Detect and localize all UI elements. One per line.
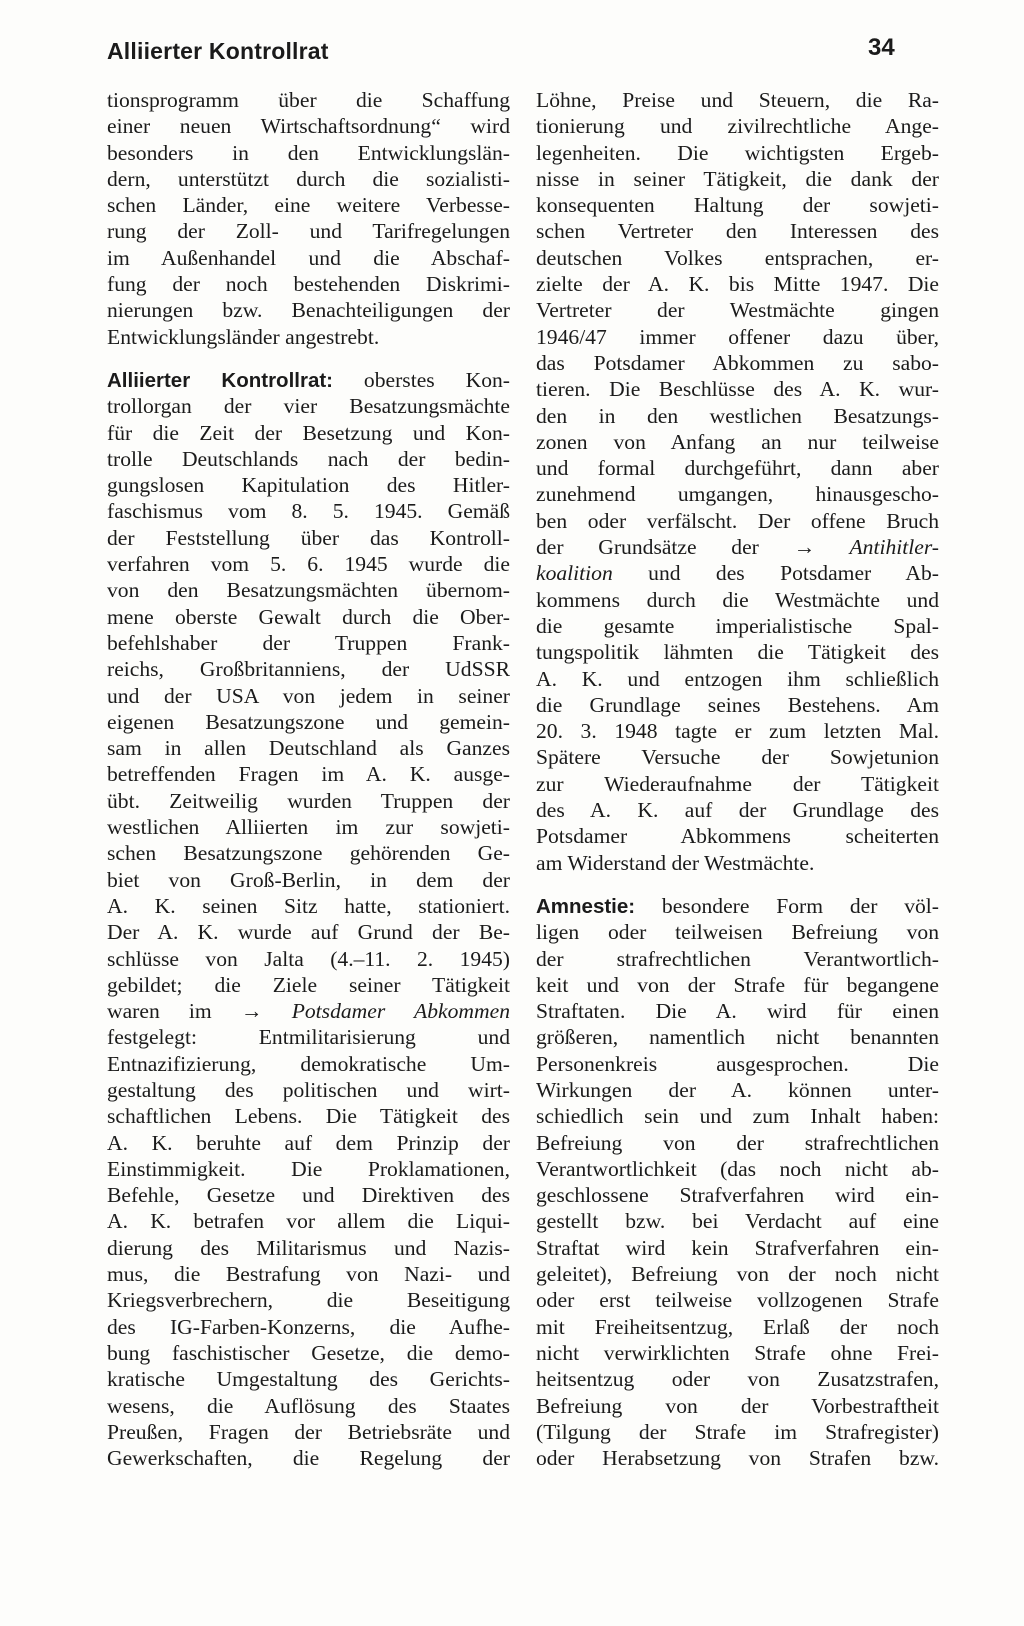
entry-headword: Amnestie: <box>536 894 636 918</box>
text-line: westlichen Alliierten im zur sowjeti- <box>107 815 510 840</box>
text-line: bung faschistischer Gesetze, die demo- <box>107 1340 510 1365</box>
text-line: dern, unterstützt durch die sozialisti- <box>107 166 510 191</box>
text-line: trollorgan der vier Besatzungsmächte <box>107 394 510 419</box>
page-number: 34 <box>868 34 895 61</box>
cross-reference-potsdamer-abkommen[interactable]: Potsdamer Abkommen <box>262 999 510 1024</box>
text-line: oder Herabsetzung von Strafen bzw. <box>536 1446 939 1471</box>
text-line: A. K. beruhte auf dem Prinzip der <box>107 1130 510 1155</box>
text-line: fung der noch bestehenden Diskrimi- <box>107 272 510 297</box>
text-line: faschismus vom 8. 5. 1945. Gemäß <box>107 499 510 524</box>
intro-paragraph <box>107 87 510 350</box>
entry-first-line <box>536 893 939 919</box>
text-line: 20. 3. 1948 tagte er zum letzten Mal. <box>536 719 939 744</box>
text-line: Entwicklungsländer angestrebt. <box>107 324 380 349</box>
text-line: reichs, Großbritanniens, der UdSSR <box>107 657 510 682</box>
text-line: am Widerstand der Westmächte. <box>536 850 815 875</box>
text-line: Vertreter der Westmächte gingen <box>536 298 939 323</box>
text-line: für die Zeit der Besetzung und Kon- <box>107 420 510 445</box>
text-line: 1946/47 immer offener dazu über, <box>536 324 939 349</box>
text-line: das Potsdamer Abkommen zu sabo- <box>536 350 939 375</box>
text-line: sam in allen Deutschland als Ganzes <box>107 736 510 761</box>
text-line: rung der Zoll- und Tarifregelungen <box>107 219 510 244</box>
text-line: konsequenten Haltung der sowjeti- <box>536 193 939 218</box>
text-line: deutschen Volkes entsprachen, er- <box>536 245 939 270</box>
text-line: schlüsse von Jalta (4.–11. 2. 1945) <box>107 946 510 971</box>
entry-alliierter-kontrollrat <box>107 367 510 1471</box>
text-line: tionierung und zivilrechtliche Ange- <box>536 114 939 139</box>
xref-trail-text: und des Potsdamer Ab- <box>612 561 939 586</box>
text-line: A. K. betrafen vor allem die Liqui- <box>107 1209 510 1234</box>
text-line: gestaltung des politischen und wirt- <box>107 1077 510 1102</box>
text-line: im Außenhandel und die Abschaf- <box>107 245 510 270</box>
cross-reference-line <box>536 560 939 586</box>
entry-amnestie <box>536 893 939 1472</box>
text-line: des IG-Farben-Konzerns, die Aufhe- <box>107 1314 510 1339</box>
text-line: A. K. seinen Sitz hatte, stationiert. <box>107 893 510 918</box>
text-line: gebildet; die Ziele seiner Tätigkeit <box>107 972 510 997</box>
text-line: und formal durchgeführt, dann aber <box>536 456 939 481</box>
text-line: Spätere Versuche der Sowjetunion <box>536 745 939 770</box>
entry-first-line-text: besondere Form der völ- <box>635 893 939 918</box>
text-line: legenheiten. Die wichtigsten Ergeb- <box>536 140 939 165</box>
text-line: mus, die Bestrafung von Nazi- und <box>107 1262 510 1287</box>
text-line: Potsdamer Abkommens scheiterten <box>536 824 939 849</box>
left-column <box>107 87 510 1471</box>
text-line: Der A. K. wurde auf Grund der Be- <box>107 920 510 945</box>
text-line: die Grundlage seines Bestehens. Am <box>536 692 939 717</box>
text-line: einer neuen Wirtschaftsordnung“ wird <box>107 114 510 139</box>
text-line: heitsentzug oder von Zusatzstrafen, <box>536 1367 939 1392</box>
text-line: ben oder verfälscht. Der offene Bruch <box>536 508 939 533</box>
text-line: Personenkreis ausgesprochen. Die <box>536 1051 939 1076</box>
text-line: (Tilgung der Strafe im Strafregister) <box>536 1419 939 1444</box>
text-line: nisse in seiner Tätigkeit, die dank der <box>536 166 939 191</box>
text-line: Einstimmigkeit. Die Proklamationen, <box>107 1156 510 1181</box>
text-line: befehlshaber der Truppen Frank- <box>107 630 510 655</box>
text-line: zunehmend umgangen, hinausgescho- <box>536 482 939 507</box>
text-line: gestellt bzw. bei Verdacht auf eine <box>536 1209 939 1234</box>
text-line: kratische Umgestaltung des Gerichts- <box>107 1367 510 1392</box>
text-line: die gesamte imperialistische Spal- <box>536 613 939 638</box>
text-line: Befehle, Gesetze und Direktiven des <box>107 1183 510 1208</box>
text-line: A. K. und entzogen ihm schließlich <box>536 666 939 691</box>
text-line: des A. K. auf der Grundlage des <box>536 798 939 823</box>
text-line: zonen von Anfang an nur teilweise <box>536 429 939 454</box>
text-line: zur Wiederaufnahme der Tätigkeit <box>536 771 939 796</box>
text-line: betreffenden Fragen im A. K. ausge- <box>107 762 510 787</box>
text-line: schiedlich sein und zum Inhalt haben: <box>536 1104 939 1129</box>
text-line: der strafrechtlichen Verantwortlich- <box>536 946 939 971</box>
text-line: Verantwortlichkeit (das noch nicht ab- <box>536 1156 939 1181</box>
text-line: Wirkungen der A. können unter- <box>536 1077 939 1102</box>
text-line: tieren. Die Beschlüsse des A. K. wur- <box>536 377 939 402</box>
text-line: nicht verwirklichten Strafe ohne Frei- <box>536 1340 939 1365</box>
text-line: festgelegt: Entmilitarisierung und <box>107 1025 510 1050</box>
entry-alliierter-kontrollrat-continued <box>536 87 939 876</box>
text-line: kommens durch die Westmächte und <box>536 587 939 612</box>
xref-lead-text: der Grundsätze der <box>536 535 794 560</box>
text-line: schen Vertreter den Interessen des <box>536 219 939 244</box>
text-line: tionsprogramm über die Schaffung <box>107 88 510 112</box>
text-line: Kriegsverbrechern, die Beseitigung <box>107 1288 510 1313</box>
text-line: übt. Zeitweilig wurden Truppen der <box>107 788 510 813</box>
cross-reference-antihitlerkoalition[interactable]: Antihitler- <box>815 535 939 560</box>
text-line: Entnazifizierung, demokratische Um- <box>107 1051 510 1076</box>
running-head: Alliierter Kontrollrat <box>107 38 329 64</box>
text-line: tungspolitik lähmten die Tätigkeit des <box>536 640 939 665</box>
text-line: gungslosen Kapitulation des Hitler- <box>107 473 510 498</box>
text-line: besonders in den Entwicklungslän- <box>107 140 510 165</box>
text-line: größeren, namentlich nicht benannten <box>536 1025 939 1050</box>
text-line: Preußen, Fragen der Betriebsräte und <box>107 1419 510 1444</box>
text-line: eigenen Besatzungszone und gemein- <box>107 709 510 734</box>
arrow-right-icon: → <box>240 999 263 1024</box>
text-line: Straftaten. Die A. wird für einen <box>536 999 939 1024</box>
text-line: Befreiung von der Vorbestraftheit <box>536 1393 939 1418</box>
text-line: und der USA von jedem in seiner <box>107 683 510 708</box>
text-line: den in den westlichen Besatzungs- <box>536 403 939 428</box>
text-line: biet von Groß-Berlin, in dem der <box>107 867 510 892</box>
text-line: oder erst teilweise vollzogenen Strafe <box>536 1288 939 1313</box>
text-line: keit und von der Strafe für begangene <box>536 972 939 997</box>
text-line: trolle Deutschlands nach der bedin- <box>107 446 510 471</box>
text-line: schen Besatzungszone gehörenden Ge- <box>107 841 510 866</box>
text-line: zielte der A. K. bis Mitte 1947. Die <box>536 272 939 297</box>
entry-first-line <box>107 367 510 393</box>
xref-lead-text: waren im <box>107 999 241 1024</box>
cross-reference-line <box>107 998 510 1024</box>
arrow-right-icon: → <box>793 535 816 560</box>
right-column <box>536 87 939 1471</box>
entry-first-line-text: oberstes Kon- <box>333 367 510 392</box>
text-line: wesens, die Auflösung des Staates <box>107 1393 510 1418</box>
text-line: ligen oder teilweisen Befreiung von <box>536 920 939 945</box>
text-line: schaftlichen Lebens. Die Tätigkeit des <box>107 1104 510 1129</box>
text-line: Befreiung von der strafrechtlichen <box>536 1130 939 1155</box>
text-line: dierung des Militarismus und Nazis- <box>107 1235 510 1260</box>
text-line: Straftat wird kein Strafverfahren ein- <box>536 1235 939 1260</box>
text-line: Gewerkschaften, die Regelung der <box>107 1446 510 1471</box>
cross-reference-antihitlerkoalition-cont[interactable]: koalition <box>536 561 613 586</box>
text-line: der Feststellung über das Kontroll- <box>107 525 510 550</box>
text-line: mit Freiheitsentzug, Erlaß der noch <box>536 1314 939 1339</box>
text-line: Löhne, Preise und Steuern, die Ra- <box>536 88 939 112</box>
text-line: nierungen bzw. Benachteiligungen der <box>107 298 510 323</box>
text-line: von den Besatzungsmächten übernom- <box>107 578 510 603</box>
text-line: geleitet), Befreiung von der noch nicht <box>536 1262 939 1287</box>
text-line: verfahren vom 5. 6. 1945 wurde die <box>107 552 510 577</box>
text-line: mene oberste Gewalt durch die Ober- <box>107 604 510 629</box>
text-line: schen Länder, eine weitere Verbesse- <box>107 193 510 218</box>
cross-reference-line <box>536 534 939 560</box>
text-line: geschlossene Strafverfahren wird ein- <box>536 1183 939 1208</box>
entry-headword: Alliierter Kontrollrat: <box>107 368 333 392</box>
